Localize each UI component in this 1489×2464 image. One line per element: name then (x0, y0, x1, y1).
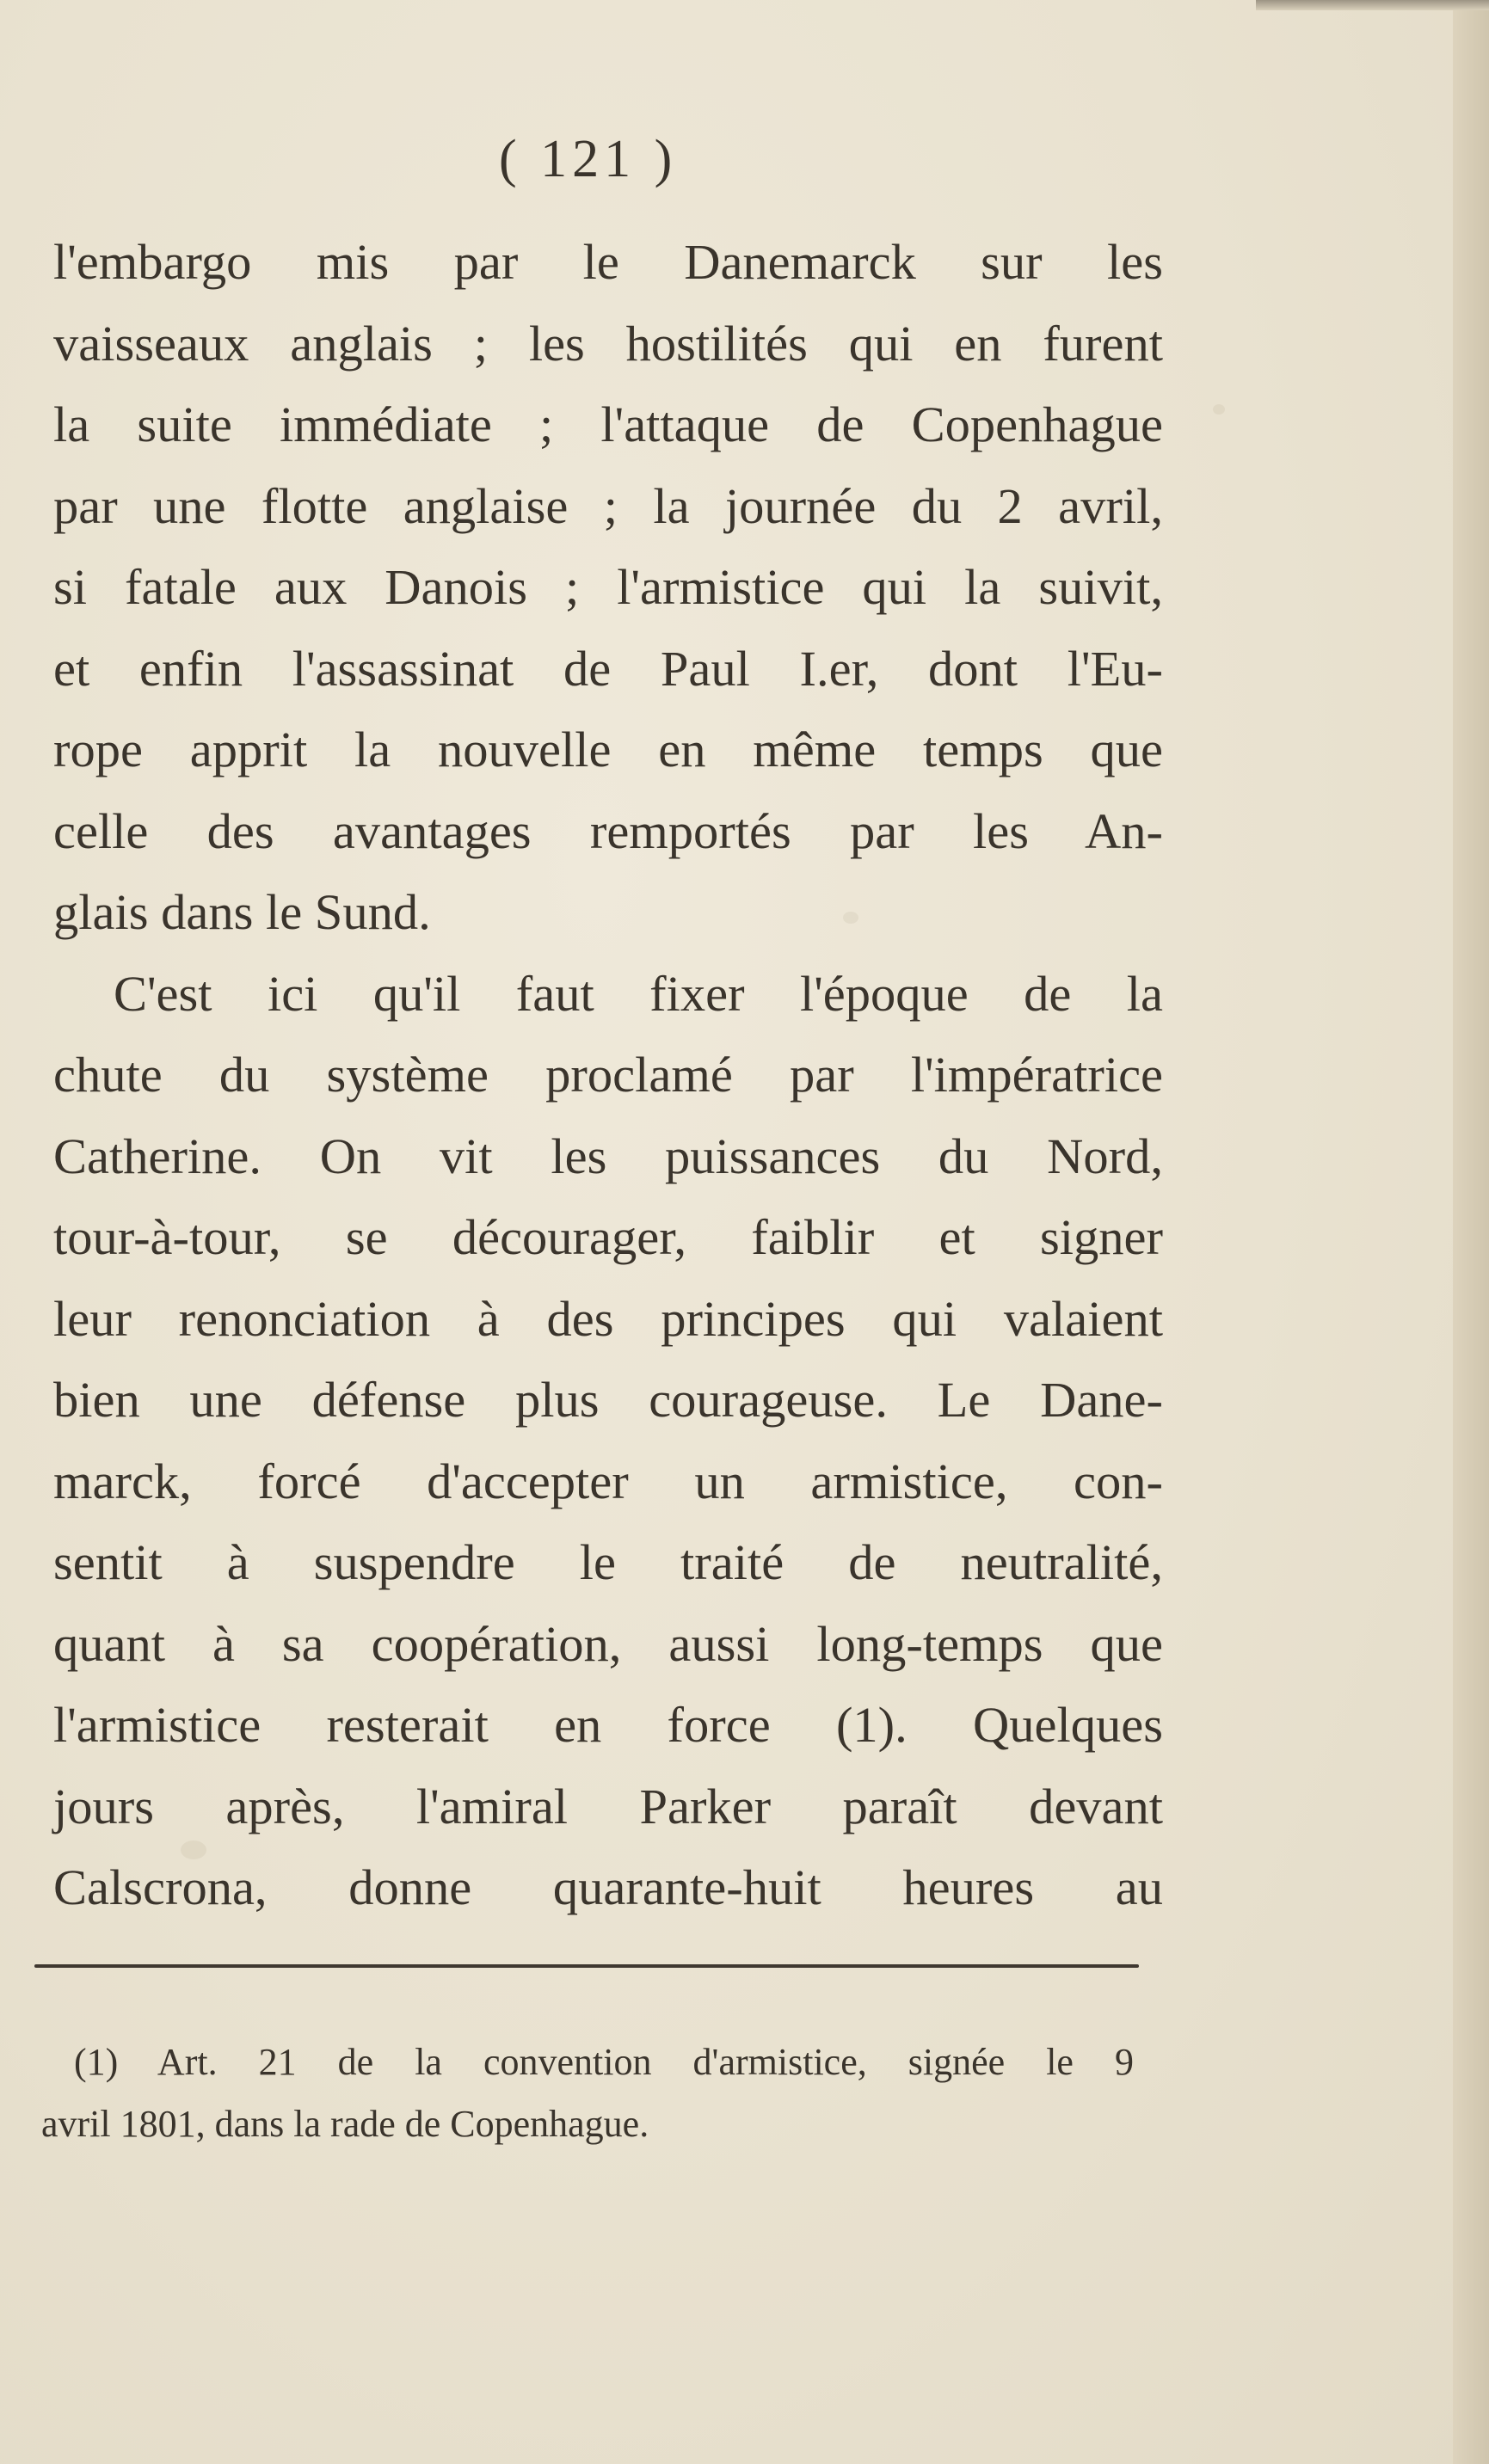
footnotes (41, 2031, 1134, 2155)
text-line: si fatale aux Danois ; l'armistice qui la suivit, (53, 559, 1163, 615)
text-line: marck, forcé d'accepter un armistice, con- (53, 1453, 1163, 1509)
text-line: glais dans le Sund. (53, 884, 431, 940)
text-line: leur renonciation à des principes qui valaient (53, 1290, 1163, 1347)
text-line: celle des avantages remportés par les An- (53, 802, 1163, 859)
text-line: par une flotte anglaise ; la journée du 2 avril, (53, 477, 1163, 534)
text-line: et enfin l'assassinat de Paul I.er, dont l'Eu- (53, 640, 1163, 697)
paper-stain (1213, 404, 1225, 415)
text-line: C'est ici qu'il faut fixer l'époque de la (114, 965, 1163, 1022)
text-line: Calscrona, donne quarante-huit heures au (53, 1859, 1163, 1915)
text-line: tour-à-tour, se décourager, faiblir et signer (53, 1209, 1163, 1265)
page-edge (1453, 0, 1489, 2464)
footnote-line: avril 1801, dans la rade de Copenhague. (41, 2103, 649, 2145)
footnote-divider (34, 1964, 1139, 1968)
page-shadow (1256, 0, 1489, 10)
body-text (53, 222, 1163, 1929)
text-line: chute du système proclamé par l'impératrice (53, 1047, 1163, 1103)
text-line: Catherine. On vit les puissances du Nord, (53, 1128, 1163, 1184)
text-line: sentit à suspendre le traité de neutralité, (53, 1534, 1163, 1590)
page-number: ( 121 ) (499, 130, 678, 188)
text-line: rope apprit la nouvelle en même temps que (53, 722, 1163, 777)
footnote-line: (1) Art. 21 de la convention d'armistice, signée le 9 (74, 2041, 1134, 2083)
text-line: l'embargo mis par le Danemarck sur les (53, 234, 1163, 290)
text-line: bien une défense plus courageuse. Le Dane- (53, 1372, 1163, 1428)
text-line: jours après, l'amiral Parker paraît devant (53, 1778, 1163, 1834)
text-line: vaisseaux anglais ; les hostilités qui en furent (53, 315, 1163, 372)
text-line: quant à sa coopération, aussi long-temps que (53, 1615, 1163, 1672)
text-line: la suite immédiate ; l'attaque de Copenhague (53, 396, 1163, 452)
text-line: l'armistice resterait en force (1). Quelques (53, 1697, 1163, 1753)
